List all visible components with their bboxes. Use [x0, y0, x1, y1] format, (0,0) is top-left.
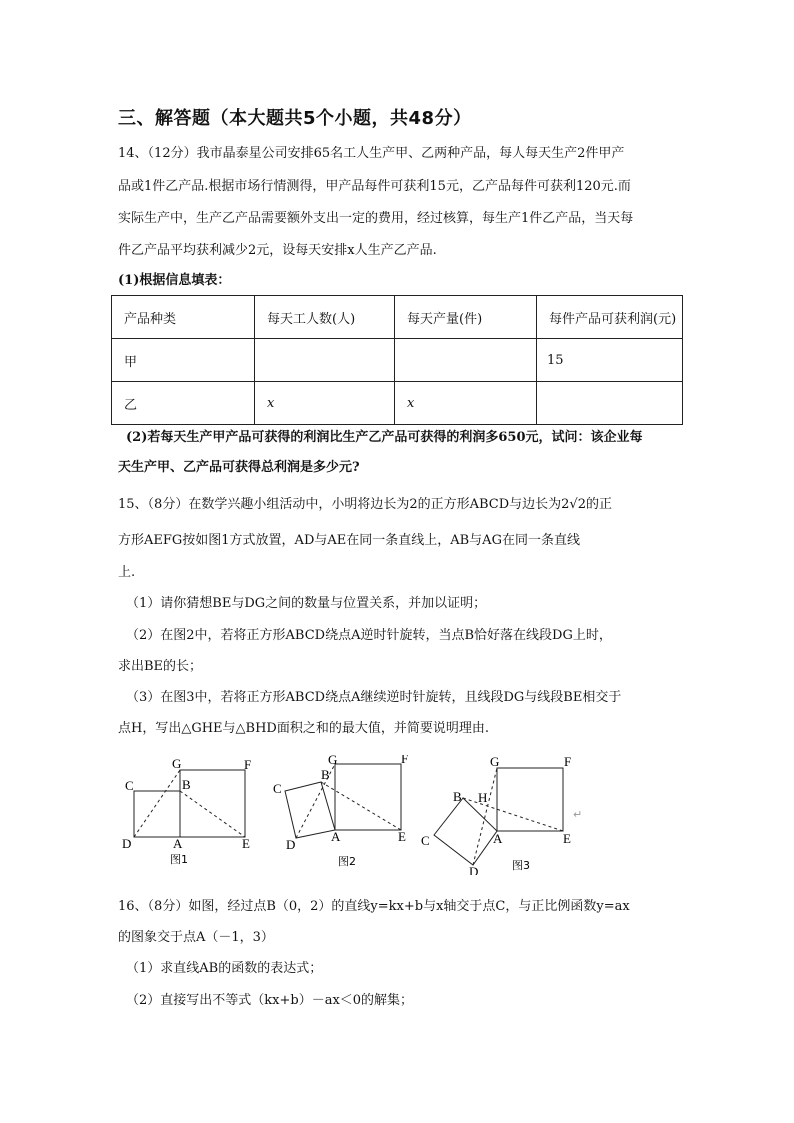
fig2-label: A [331, 829, 341, 844]
q14-line-1: 14、（12分）我市晶泰星公司安排65名工人生产甲、乙两种产品，每人每天生产2件甲产 [118, 146, 625, 161]
fig3-label: G [490, 755, 500, 769]
table-cell: 乙 [112, 382, 255, 425]
table-cell [537, 382, 683, 425]
q16-sub-2: （2）直接写出不等式（kx+b）－ax＜0的解集； [126, 993, 414, 1008]
fig3-label: D [469, 864, 479, 875]
fig1-label: E [242, 836, 250, 851]
table-cell: 15 [537, 339, 683, 382]
table-cell [255, 339, 395, 382]
fig3-label: E [563, 831, 571, 846]
q14-part-2-line-1: (2)若每天生产甲产品可获得的利润比生产乙产品可获得的利润多650元，试问：该企业每 [126, 430, 643, 445]
table-row [112, 339, 683, 382]
fig1-label: B [182, 777, 191, 792]
q15-sub-1: （1）请你猜想BE与DG之间的数量与位置关系，并加以证明； [126, 596, 487, 611]
fig2-label: E [398, 829, 406, 844]
fig2-caption: 图2 [338, 855, 356, 868]
fig2-label: F [401, 755, 409, 766]
q14-line-2: 品或1件乙产品.根据市场行情测得，甲产品每件可获利15元，乙产品每件可获利120元.而 [118, 179, 631, 194]
fig3-label: F [564, 755, 572, 769]
fig2-label: D [286, 837, 296, 852]
fig2-label: C [273, 781, 282, 796]
figure-3 [434, 768, 563, 865]
q15-line-2: 方形AEFG按如图1方式放置，AD与AE在同一条直线上，AB与AG在同一条直线 [118, 533, 580, 548]
q15-sub-3-line-2: 点H，写出△GHE与△BHD面积之和的最大值，并简要说明理由. [118, 721, 489, 736]
table-header-cell: 每件产品可获利润(元) [537, 296, 683, 339]
q14-part-2-line-2: 天生产甲、乙产品可获得总利润是多少元? [118, 460, 360, 475]
fig1-label: G [172, 756, 182, 771]
q14-part-1: (1)根据信息填表： [118, 273, 231, 288]
fig3-label: C [421, 833, 430, 848]
table-cell: x [255, 382, 395, 425]
fig1-label: D [122, 836, 132, 851]
q15-sub-3-line-1: （3）在图3中，若将正方形ABCD绕点A继续逆时针旋转，且线段DG与线段BE相交于 [126, 690, 622, 705]
q15-line-3: 上. [118, 565, 136, 580]
fig3-caption: 图3 [512, 859, 530, 872]
fig2-label: G [328, 755, 338, 767]
fig1-caption: 图1 [170, 853, 188, 866]
table-row [112, 382, 683, 425]
return-mark: ↵ [573, 808, 583, 821]
section-title: 三、解答题（本大题共5个小题，共48分） [118, 108, 472, 129]
q15-sub-2-line-2: 求出BE的长； [118, 659, 203, 674]
fig3-label: B [453, 789, 462, 804]
table-header-cell: 每天产量(件) [395, 296, 537, 339]
table-cell: x [395, 382, 537, 425]
q14-line-4: 件乙产品平均获利减少2元，设每天安排x人生产乙产品. [118, 243, 437, 258]
table-header-cell: 每天工人数(人) [255, 296, 395, 339]
fig2-label: B [321, 767, 330, 782]
fig3-label: H [478, 790, 488, 805]
q15-line-1: 15、（8分）在数学兴趣小组活动中，小明将边长为2的正方形ABCD与边长为2√2的正 [118, 497, 612, 512]
table-header-row [112, 296, 683, 339]
q15-sub-2-line-1: （2）在图2中，若将正方形ABCD绕点A逆时针旋转，当点B恰好落在线段DG上时， [126, 628, 612, 643]
fig1-label: F [244, 757, 252, 772]
info-table [111, 295, 683, 425]
q16-sub-1: （1）求直线AB的函数的表达式； [126, 961, 323, 976]
table-cell: 甲 [112, 339, 255, 382]
q16-line-2: 的图象交于点A（－1，3） [118, 930, 274, 945]
fig1-label: C [125, 778, 134, 793]
q14-line-3: 实际生产中，生产乙产品需要额外支出一定的费用，经过核算，每生产1件乙产品，当天每 [118, 211, 634, 226]
q16-line-1: 16、（8分）如图，经过点B（0，2）的直线y=kx+b与x轴交于点C，与正比例函数y=ax [118, 899, 630, 914]
geometry-figures [118, 755, 588, 875]
table-header-cell: 产品种类 [112, 296, 255, 339]
figure-2 [285, 764, 401, 838]
fig3-label: A [493, 831, 503, 846]
table-cell [395, 339, 537, 382]
fig1-label: A [173, 836, 183, 851]
